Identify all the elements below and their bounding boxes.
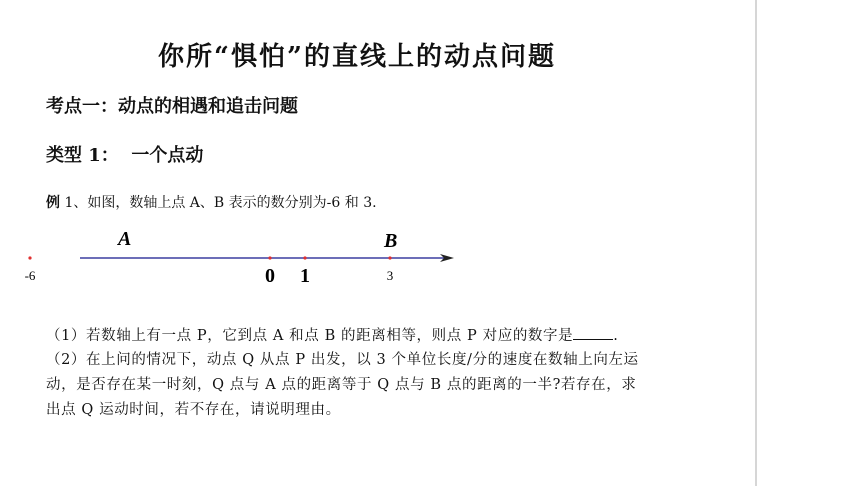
tick-label: 3: [386, 268, 394, 283]
tick-mark: [388, 256, 391, 259]
label-a: A: [118, 228, 132, 250]
question-2-line-3: 出点 Q 运动时间，若不存在，请说明理由。: [46, 402, 341, 418]
q1-end: .: [613, 328, 619, 344]
tick-mark: [268, 256, 271, 259]
section-heading: 考点一：动点的相遇和追击问题: [46, 96, 298, 117]
page-edge-divider: [755, 0, 757, 486]
tick-mark: [28, 256, 31, 259]
answer-blank[interactable]: [573, 339, 613, 340]
question-2-line-1: （2）在上问的情况下，动点 Q 从点 P 出发，以 3 个单位长度/分的速度在数轴上向左运: [46, 352, 639, 368]
example-prefix: 例: [46, 195, 60, 211]
question-2-line-2: 动，是否存在某一时刻，Q 点与 A 点的距离等于 Q 点与 B 点的距离的一半?若存在，求: [46, 377, 637, 393]
question-1: [46, 324, 618, 345]
example-body: 1、如图，数轴上点 A、B 表示的数分别为-6 和 3.: [60, 195, 377, 211]
tick-label: 1: [300, 265, 310, 287]
type-heading: 类型 1： 一个点动: [46, 145, 204, 166]
label-b: B: [384, 230, 398, 252]
tick-mark: [303, 256, 306, 259]
page-title: 你所“惧怕”的直线上的动点问题: [158, 42, 556, 72]
q1-text: （1）若数轴上有一点 P，它到点 A 和点 B 的距离相等，则点 P 对应的数字是: [46, 328, 574, 344]
tick-label: -6: [24, 268, 36, 283]
tick-label: 0: [265, 265, 275, 287]
